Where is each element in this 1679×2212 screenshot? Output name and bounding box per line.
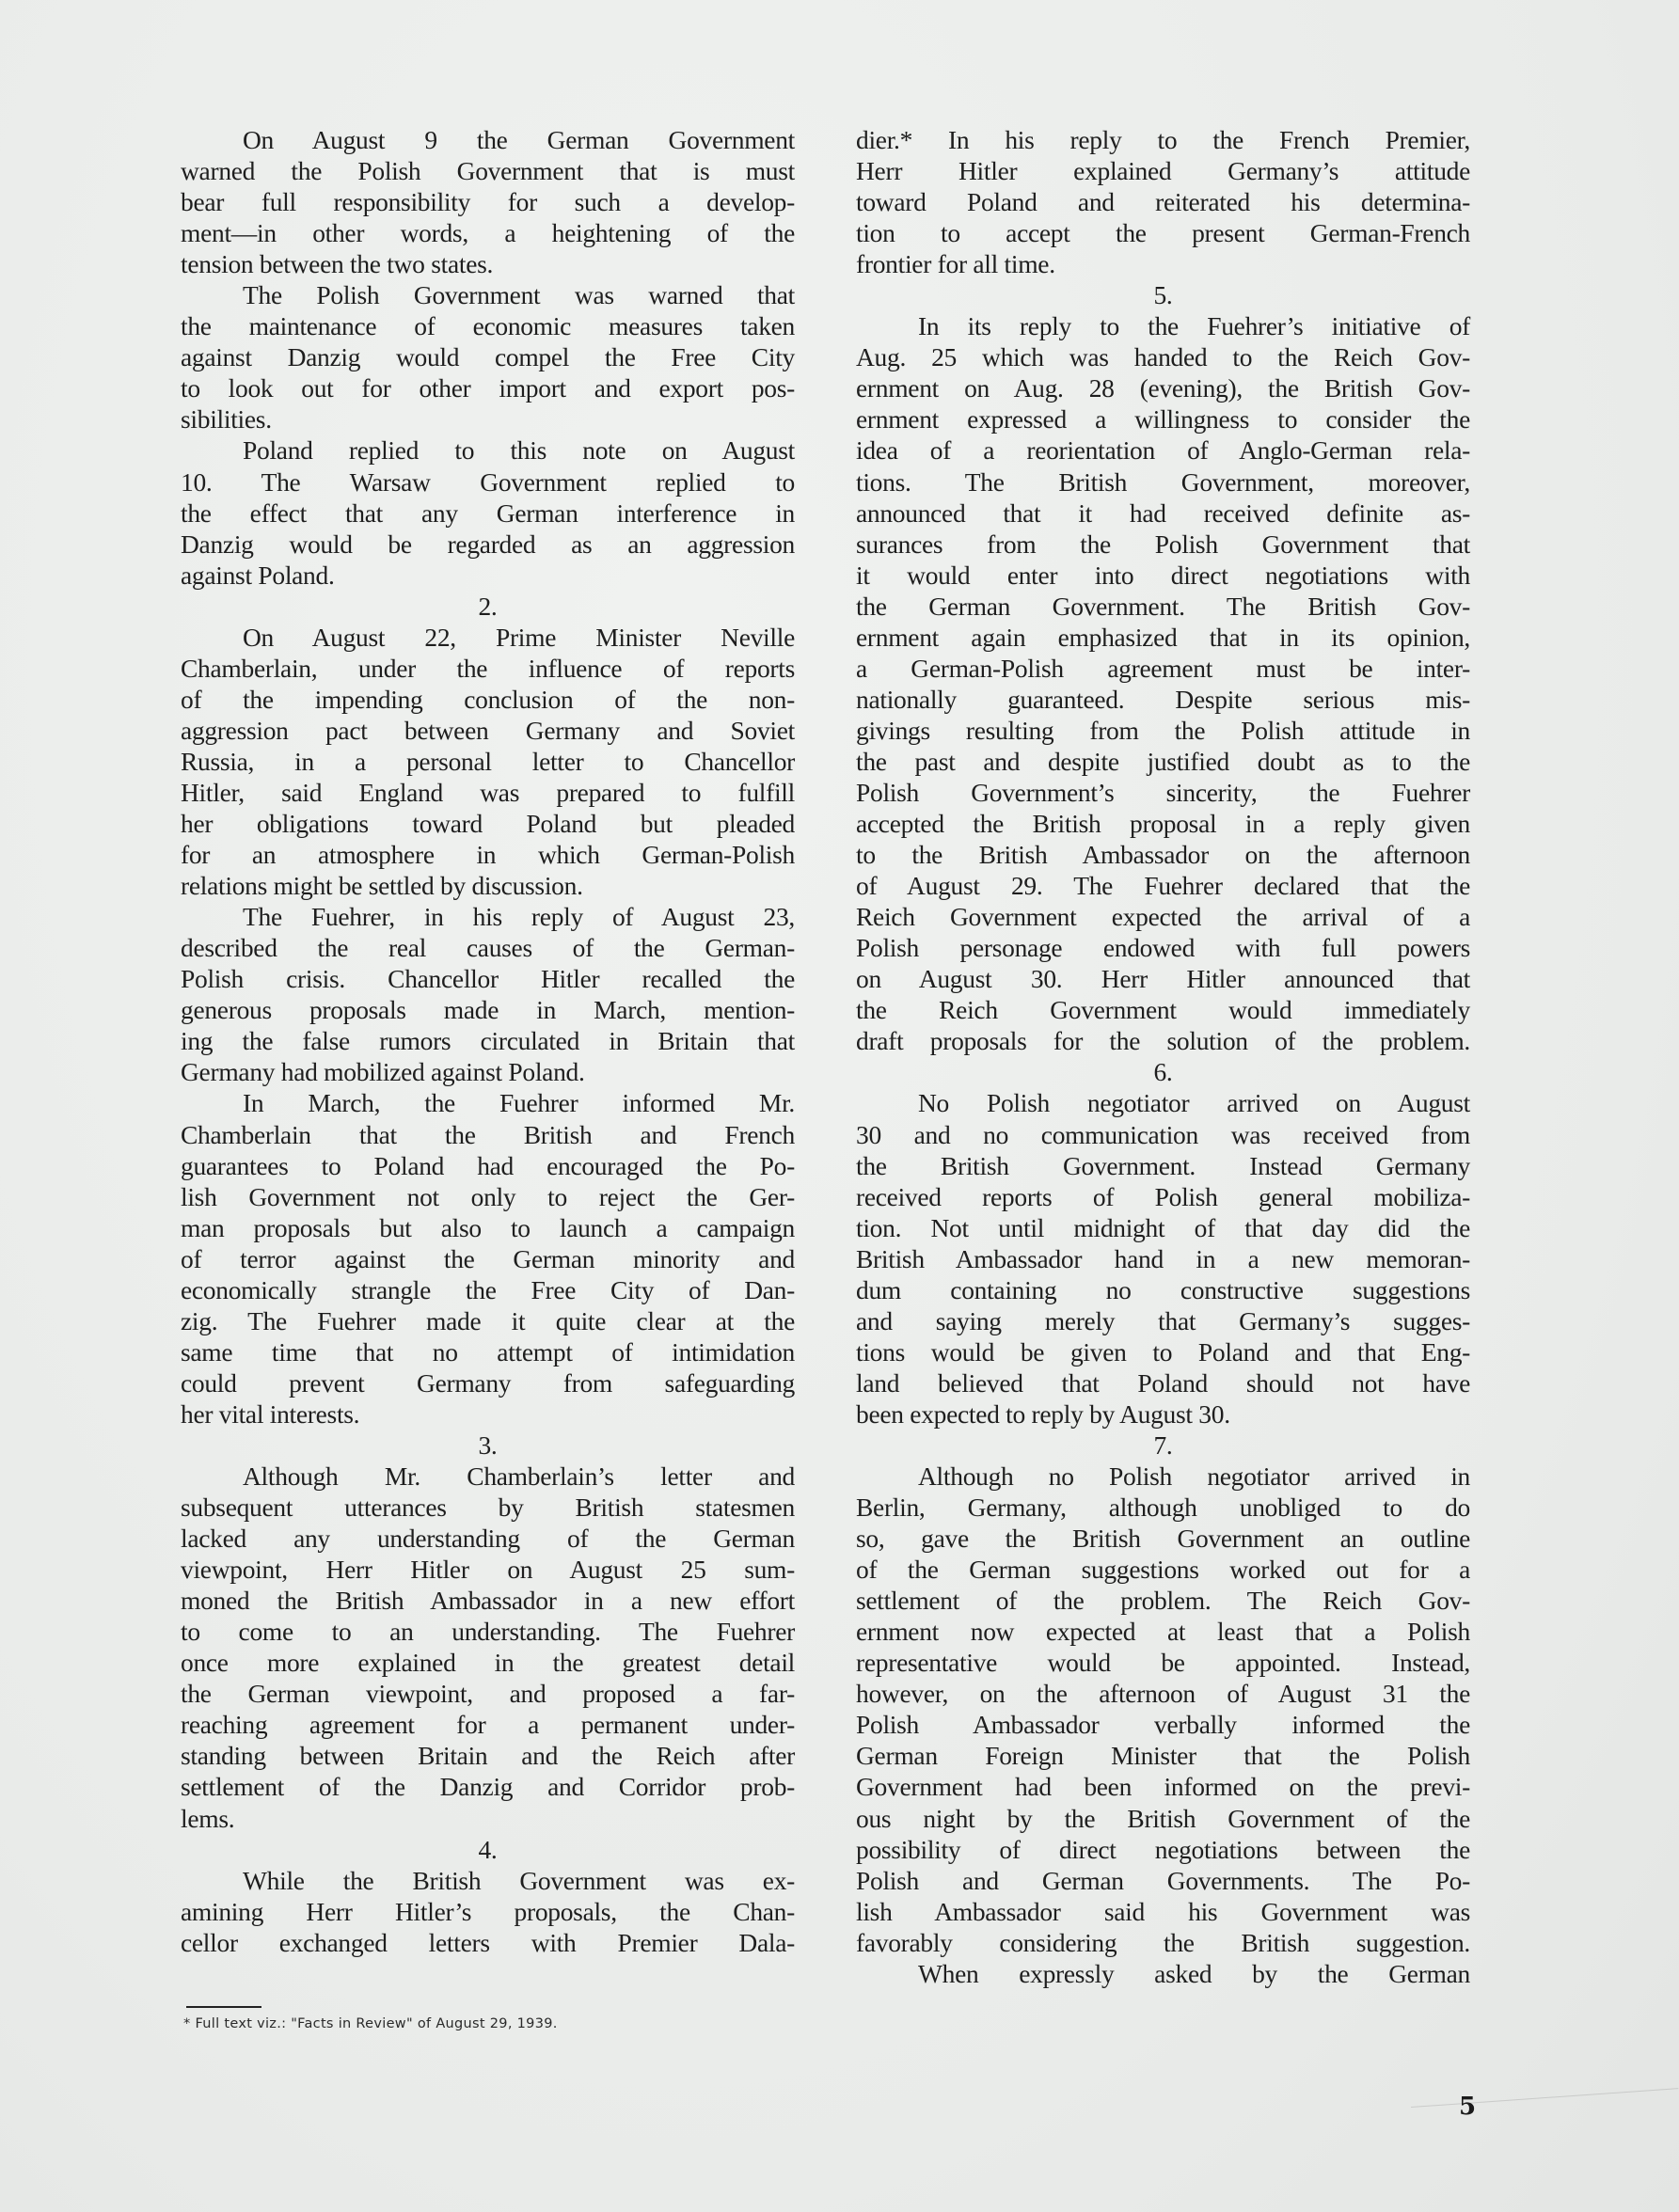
text-line: Aug. 25 which was handed to the Reich Gov-: [856, 342, 1470, 372]
text-line: Polish crisis. Chancellor Hitler recalled the: [181, 964, 795, 994]
text-line: ernment now expected at least that a Polish: [856, 1617, 1470, 1647]
text-line: On August 22, Prime Minister Neville: [243, 622, 795, 652]
text-line: favorably considering the British suggestion.: [856, 1927, 1470, 1957]
text-line: standing between Britain and the Reich after: [181, 1741, 795, 1771]
text-line: In its reply to the Fuehrer’s initiative of: [918, 311, 1470, 341]
text-line: reaching agreement for a permanent under-: [181, 1710, 795, 1740]
section-number: 5.: [1153, 280, 1173, 310]
text-line: No Polish negotiator arrived on August: [918, 1088, 1470, 1118]
text-line: tension between the two states.: [181, 249, 494, 279]
text-line: man proposals but also to launch a campaign: [181, 1212, 795, 1242]
text-line: it would enter into direct negotiations with: [856, 560, 1470, 590]
text-line: 30 and no communication was received from: [856, 1119, 1470, 1149]
text-line: the past and despite justified doubt as to the: [856, 746, 1470, 776]
text-line: lish Government not only to reject the Ger-: [181, 1181, 795, 1211]
text-line: warned the Polish Government that is must: [181, 156, 795, 186]
text-line: representative would be appointed. Instead,: [856, 1648, 1470, 1678]
text-line: ernment on Aug. 28 (evening), the British Gov-: [856, 373, 1470, 403]
text-line: her obligations toward Poland but pleaded: [181, 809, 795, 839]
text-line: sibilities.: [181, 404, 272, 434]
text-line: relations might be settled by discussion.: [181, 871, 583, 901]
section-number: 7.: [1153, 1430, 1173, 1460]
text-line: zig. The Fuehrer made it quite clear at the: [181, 1305, 795, 1335]
text-line: Reich Government expected the arrival of a: [856, 902, 1470, 932]
text-line: moned the British Ambassador in a new effort: [181, 1586, 795, 1616]
text-line: the German Government. The British Gov-: [856, 591, 1470, 621]
text-line: lish Ambassador said his Government was: [856, 1896, 1470, 1926]
text-line: a German-Polish agreement must be inter-: [856, 653, 1470, 683]
text-line: the British Government. Instead Germany: [856, 1150, 1470, 1180]
text-line: Russia, in a personal letter to Chancellor: [181, 746, 795, 776]
text-line: Although no Polish negotiator arrived in: [918, 1462, 1470, 1492]
text-line: to come to an understanding. The Fuehrer: [181, 1617, 795, 1647]
text-line: the Reich Government would immediately: [856, 995, 1470, 1025]
text-line: economically strangle the Free City of Dan-: [181, 1274, 795, 1304]
text-line: dum containing no constructive suggestions: [856, 1274, 1470, 1304]
text-line: of the German suggestions worked out for a: [856, 1555, 1470, 1585]
text-line: the German viewpoint, and proposed a far-: [181, 1679, 795, 1709]
text-line: been expected to reply by August 30.: [856, 1398, 1230, 1429]
text-line: British Ambassador hand in a new memoran-: [856, 1243, 1470, 1273]
text-line: Although Mr. Chamberlain’s letter and: [243, 1462, 795, 1492]
text-line: aggression pact between Germany and Soviet: [181, 715, 795, 745]
text-line: Herr Hitler explained Germany’s attitude: [856, 156, 1470, 186]
text-line: lacked any understanding of the German: [181, 1524, 795, 1554]
text-line: to look out for other import and export pos-: [181, 373, 795, 403]
text-line: the maintenance of economic measures taken: [181, 311, 795, 341]
text-line: 10. The Warsaw Government replied to: [181, 466, 795, 497]
text-line: While the British Government was ex-: [243, 1865, 795, 1895]
text-line: of August 29. The Fuehrer declared that the: [856, 871, 1470, 901]
text-line: cellor exchanged letters with Premier Dala-: [181, 1927, 795, 1957]
text-line: generous proposals made in March, mention-: [181, 995, 795, 1025]
text-line: of terror against the German minority and: [181, 1243, 795, 1273]
text-line: accepted the British proposal in a reply given: [856, 809, 1470, 839]
text-line: tions would be given to Poland and that Eng-: [856, 1336, 1470, 1367]
section-number: 6.: [1153, 1057, 1173, 1087]
text-line: Hitler, said England was prepared to fulfill: [181, 777, 795, 807]
text-line: Chamberlain, under the influence of reports: [181, 653, 795, 683]
section-number: 3.: [478, 1430, 498, 1460]
page-number: 5: [1459, 2093, 1477, 2121]
text-line: When expressly asked by the German: [918, 1958, 1470, 1988]
text-line: guarantees to Poland had encouraged the Po-: [181, 1150, 795, 1180]
text-line: tion. Not until midnight of that day did the: [856, 1212, 1470, 1242]
text-line: surances from the Polish Government that: [856, 529, 1470, 559]
text-line: lems.: [181, 1803, 235, 1833]
text-line: received reports of Polish general mobiliza-: [856, 1181, 1470, 1211]
section-number: 4.: [478, 1834, 498, 1864]
text-line: ernment again emphasized that in its opinion,: [856, 622, 1470, 652]
text-line: so, gave the British Government an outline: [856, 1524, 1470, 1554]
section-number: 2.: [478, 591, 498, 621]
text-line: to the British Ambassador on the afternoon: [856, 840, 1470, 870]
text-line: Polish and German Governments. The Po-: [856, 1865, 1470, 1895]
text-line: announced that it had received definite as-: [856, 498, 1470, 528]
text-line: land believed that Poland should not have: [856, 1367, 1470, 1398]
text-line: against Poland.: [181, 560, 335, 590]
text-line: possibility of direct negotiations between the: [856, 1834, 1470, 1864]
text-line: settlement of the Danzig and Corridor prob-: [181, 1772, 795, 1802]
text-line: Berlin, Germany, although unobliged to do: [856, 1493, 1470, 1523]
text-line: Polish Ambassador verbally informed the: [856, 1710, 1470, 1740]
text-line: bear full responsibility for such a develop-: [181, 187, 795, 217]
text-line: draft proposals for the solution of the problem.: [856, 1026, 1470, 1056]
footnote: * Full text viz.: "Facts in Review" of August 29, 1939.: [183, 2016, 558, 2031]
text-line: viewpoint, Herr Hitler on August 25 sum-: [181, 1555, 795, 1585]
text-line: On August 9 the German Government: [243, 125, 795, 154]
text-line: however, on the afternoon of August 31 the: [856, 1679, 1470, 1709]
left-text-column: [181, 124, 795, 1958]
text-line: Danzig would be regarded as an aggression: [181, 529, 795, 559]
text-line: ment—in other words, a heightening of the: [181, 218, 795, 248]
text-line: ernment expressed a willingness to consider the: [856, 404, 1470, 434]
text-line: Poland replied to this note on August: [243, 435, 795, 466]
text-line: ing the false rumors circulated in Britain that: [181, 1026, 795, 1056]
text-line: tion to accept the present German-French: [856, 218, 1470, 248]
right-text-column: [856, 124, 1470, 1989]
text-line: frontier for all time.: [856, 249, 1055, 279]
text-line: givings resulting from the Polish attitude in: [856, 715, 1470, 745]
text-line: Polish Government’s sincerity, the Fuehrer: [856, 777, 1470, 807]
text-line: subsequent utterances by British statesmen: [181, 1493, 795, 1523]
text-line: of the impending conclusion of the non-: [181, 684, 795, 714]
text-line: against Danzig would compel the Free City: [181, 342, 795, 372]
text-line: amining Herr Hitler’s proposals, the Chan-: [181, 1896, 795, 1926]
text-line: The Fuehrer, in his reply of August 23,: [243, 902, 795, 932]
text-line: settlement of the problem. The Reich Gov-: [856, 1586, 1470, 1616]
text-line: same time that no attempt of intimidation: [181, 1336, 795, 1367]
text-line: Chamberlain that the British and French: [181, 1119, 795, 1149]
text-line: dier.* In his reply to the French Premier,: [856, 125, 1470, 154]
text-line: the effect that any German interference in: [181, 498, 795, 528]
text-line: Polish personage endowed with full powers: [856, 933, 1470, 963]
footnote-rule: [186, 2006, 261, 2008]
text-line: once more explained in the greatest detail: [181, 1648, 795, 1678]
text-line: In March, the Fuehrer informed Mr.: [243, 1088, 795, 1118]
text-line: German Foreign Minister that the Polish: [856, 1741, 1470, 1771]
text-line: described the real causes of the German-: [181, 933, 795, 963]
text-line: tions. The British Government, moreover,: [856, 466, 1470, 497]
text-line: and saying merely that Germany’s sugges-: [856, 1305, 1470, 1335]
text-line: The Polish Government was warned that: [243, 280, 795, 310]
text-line: on August 30. Herr Hitler announced that: [856, 964, 1470, 994]
text-line: Government had been informed on the previ-: [856, 1772, 1470, 1802]
text-line: nationally guaranteed. Despite serious mis-: [856, 684, 1470, 714]
text-line: ous night by the British Government of the: [856, 1803, 1470, 1833]
text-line: toward Poland and reiterated his determina-: [856, 187, 1470, 217]
text-line: could prevent Germany from safeguarding: [181, 1367, 795, 1398]
text-line: Germany had mobilized against Poland.: [181, 1057, 585, 1087]
text-line: for an atmosphere in which German-Polish: [181, 840, 795, 870]
text-line: idea of a reorientation of Anglo-German rela-: [856, 435, 1470, 466]
text-line: her vital interests.: [181, 1398, 360, 1429]
